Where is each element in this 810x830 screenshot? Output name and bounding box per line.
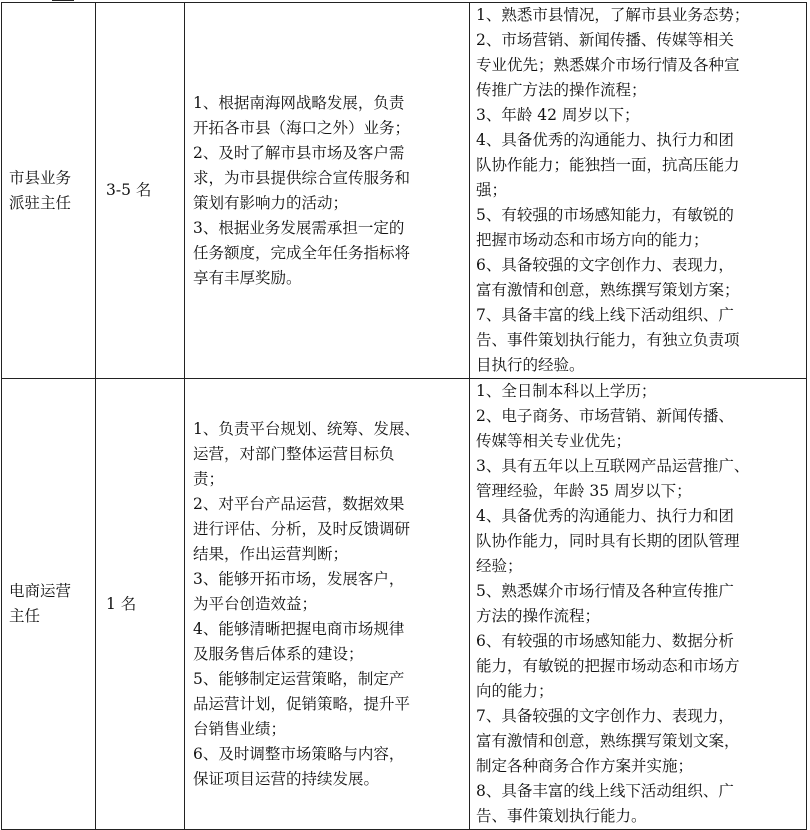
- requirement-line: 6、具备较强的文字创作力、表现力，: [476, 256, 734, 274]
- requirement-line: 富有激情和创意，熟练撰写策划方案；: [476, 281, 740, 299]
- duty-line: 开拓各市县（海口之外）业务；: [193, 118, 411, 137]
- duties-cell: [185, 379, 470, 830]
- table-row: [2, 3, 807, 379]
- duty-line: 保证项目运营的持续发展。: [193, 769, 380, 788]
- requirement-line: 5、有较强的市场感知能力，有敏锐的: [476, 206, 734, 224]
- requirement-line: 队协作能力；能独挡一面，抗高压能力: [476, 156, 740, 174]
- requirement-line: 队协作能力，同时具有长期的团队管理: [476, 532, 740, 550]
- requirement-line: 向的能力；: [476, 682, 554, 700]
- requirement-line: 7、具备较强的文字创作力、表现力，: [476, 707, 734, 725]
- requirement-line: 5、熟悉媒介市场行情及各种宣传推广: [476, 582, 734, 600]
- job-requirements-table: [1, 2, 807, 830]
- duties-cell: [185, 3, 470, 379]
- duty-line: 品运营计划，促销策略，提升平: [193, 694, 411, 713]
- duty-line: 享有丰厚奖励。: [193, 268, 302, 287]
- requirement-line: 传媒等相关专业优先；: [476, 432, 632, 450]
- position-title-cell: [2, 379, 96, 830]
- requirement-line: 制定各种商务合作方案并实施；: [476, 757, 694, 775]
- requirement-line: 告、事件策划执行能力。: [476, 807, 647, 825]
- duty-line: 1、根据南海网战略发展，负责: [193, 93, 405, 112]
- requirement-line: 强；: [476, 181, 508, 199]
- duty-line: 5、能够制定运营策略，制定产: [193, 669, 405, 688]
- requirement-line: 管理经验，年龄 35 周岁以下；: [476, 482, 692, 500]
- duty-line: 结果，作出运营判断；: [193, 544, 349, 563]
- requirement-line: 7、具备丰富的线上线下活动组织、广: [476, 306, 734, 324]
- requirement-line: 告、事件策划执行能力，有独立负责项: [476, 331, 740, 349]
- requirements-cell: [470, 379, 807, 830]
- duty-line: 运营，对部门整体运营目标负: [193, 444, 395, 463]
- requirement-line: 1、熟悉市县情况，了解市县业务态势；: [476, 6, 750, 24]
- duty-line: 任务额度，完成全年任务指标将: [193, 243, 411, 262]
- position-title-line: 主任: [9, 607, 41, 625]
- duty-line: 3、能够开拓市场，发展客户，: [193, 569, 405, 588]
- table-row: [2, 379, 807, 830]
- duty-line: 6、及时调整市场策略与内容，: [193, 744, 405, 763]
- duty-line: 及服务售后体系的建设；: [193, 644, 364, 663]
- position-title-line: 电商运营: [9, 582, 72, 600]
- requirement-line: 经验；: [476, 557, 523, 575]
- requirement-line: 富有激情和创意，熟练撰写策划文案，: [476, 732, 740, 750]
- duty-line: 4、能够清晰把握电商市场规律: [193, 619, 405, 638]
- duty-line: 进行评估、分析，及时反馈调研: [193, 519, 411, 538]
- requirement-line: 传推广方法的操作流程；: [476, 81, 647, 99]
- requirement-line: 能力，有敏锐的把握市场动态和市场方: [476, 657, 740, 675]
- position-title-line: 派驻主任: [9, 193, 72, 212]
- position-title-line: 市县业务: [9, 168, 72, 187]
- requirement-line: 把握市场动态和市场方向的能力；: [476, 231, 709, 249]
- requirement-line: 2、电子商务、市场营销、新闻传播、: [476, 407, 734, 425]
- requirement-line: 方法的操作流程；: [476, 607, 601, 625]
- requirement-line: 3、年龄 42 周岁以下；: [476, 106, 640, 124]
- duty-line: 3、根据业务发展需承担一定的: [193, 218, 405, 237]
- requirement-line: 1、全日制本科以上学历；: [476, 382, 657, 400]
- position-title-cell: [2, 3, 96, 379]
- top-border-fragment: [52, 0, 74, 1]
- requirement-line: 4、具备优秀的沟通能力、执行力和团: [476, 131, 734, 149]
- duty-line: 2、及时了解市县市场及客户需: [193, 143, 405, 162]
- duty-line: 台销售业绩；: [193, 719, 287, 738]
- requirements-cell: [470, 3, 807, 379]
- requirement-line: 6、有较强的市场感知能力、数据分析: [476, 632, 734, 650]
- duty-line: 1、负责平台规划、统筹、发展、: [193, 419, 420, 438]
- duty-line: 求，为市县提供综合宣传服务和: [193, 168, 411, 187]
- requirement-line: 4、具备优秀的沟通能力、执行力和团: [476, 507, 734, 525]
- requirement-line: 8、具备丰富的线上线下活动组织、广: [476, 782, 734, 800]
- requirement-line: 2、市场营销、新闻传播、传媒等相关: [476, 31, 734, 49]
- headcount-cell: 3-5 名: [96, 3, 185, 379]
- headcount-cell: 1 名: [96, 379, 185, 830]
- requirement-line: 专业优先；熟悉媒介市场行情及各种宣: [476, 56, 740, 74]
- duty-line: 2、对平台产品运营，数据效果: [193, 494, 405, 513]
- duty-line: 责；: [193, 469, 225, 488]
- requirement-line: 目执行的经验。: [476, 356, 585, 374]
- duty-line: 为平台创造效益；: [193, 594, 318, 613]
- duty-line: 策划有影响力的活动；: [193, 193, 349, 212]
- requirement-line: 3、具有五年以上互联网产品运营推广、: [476, 457, 750, 475]
